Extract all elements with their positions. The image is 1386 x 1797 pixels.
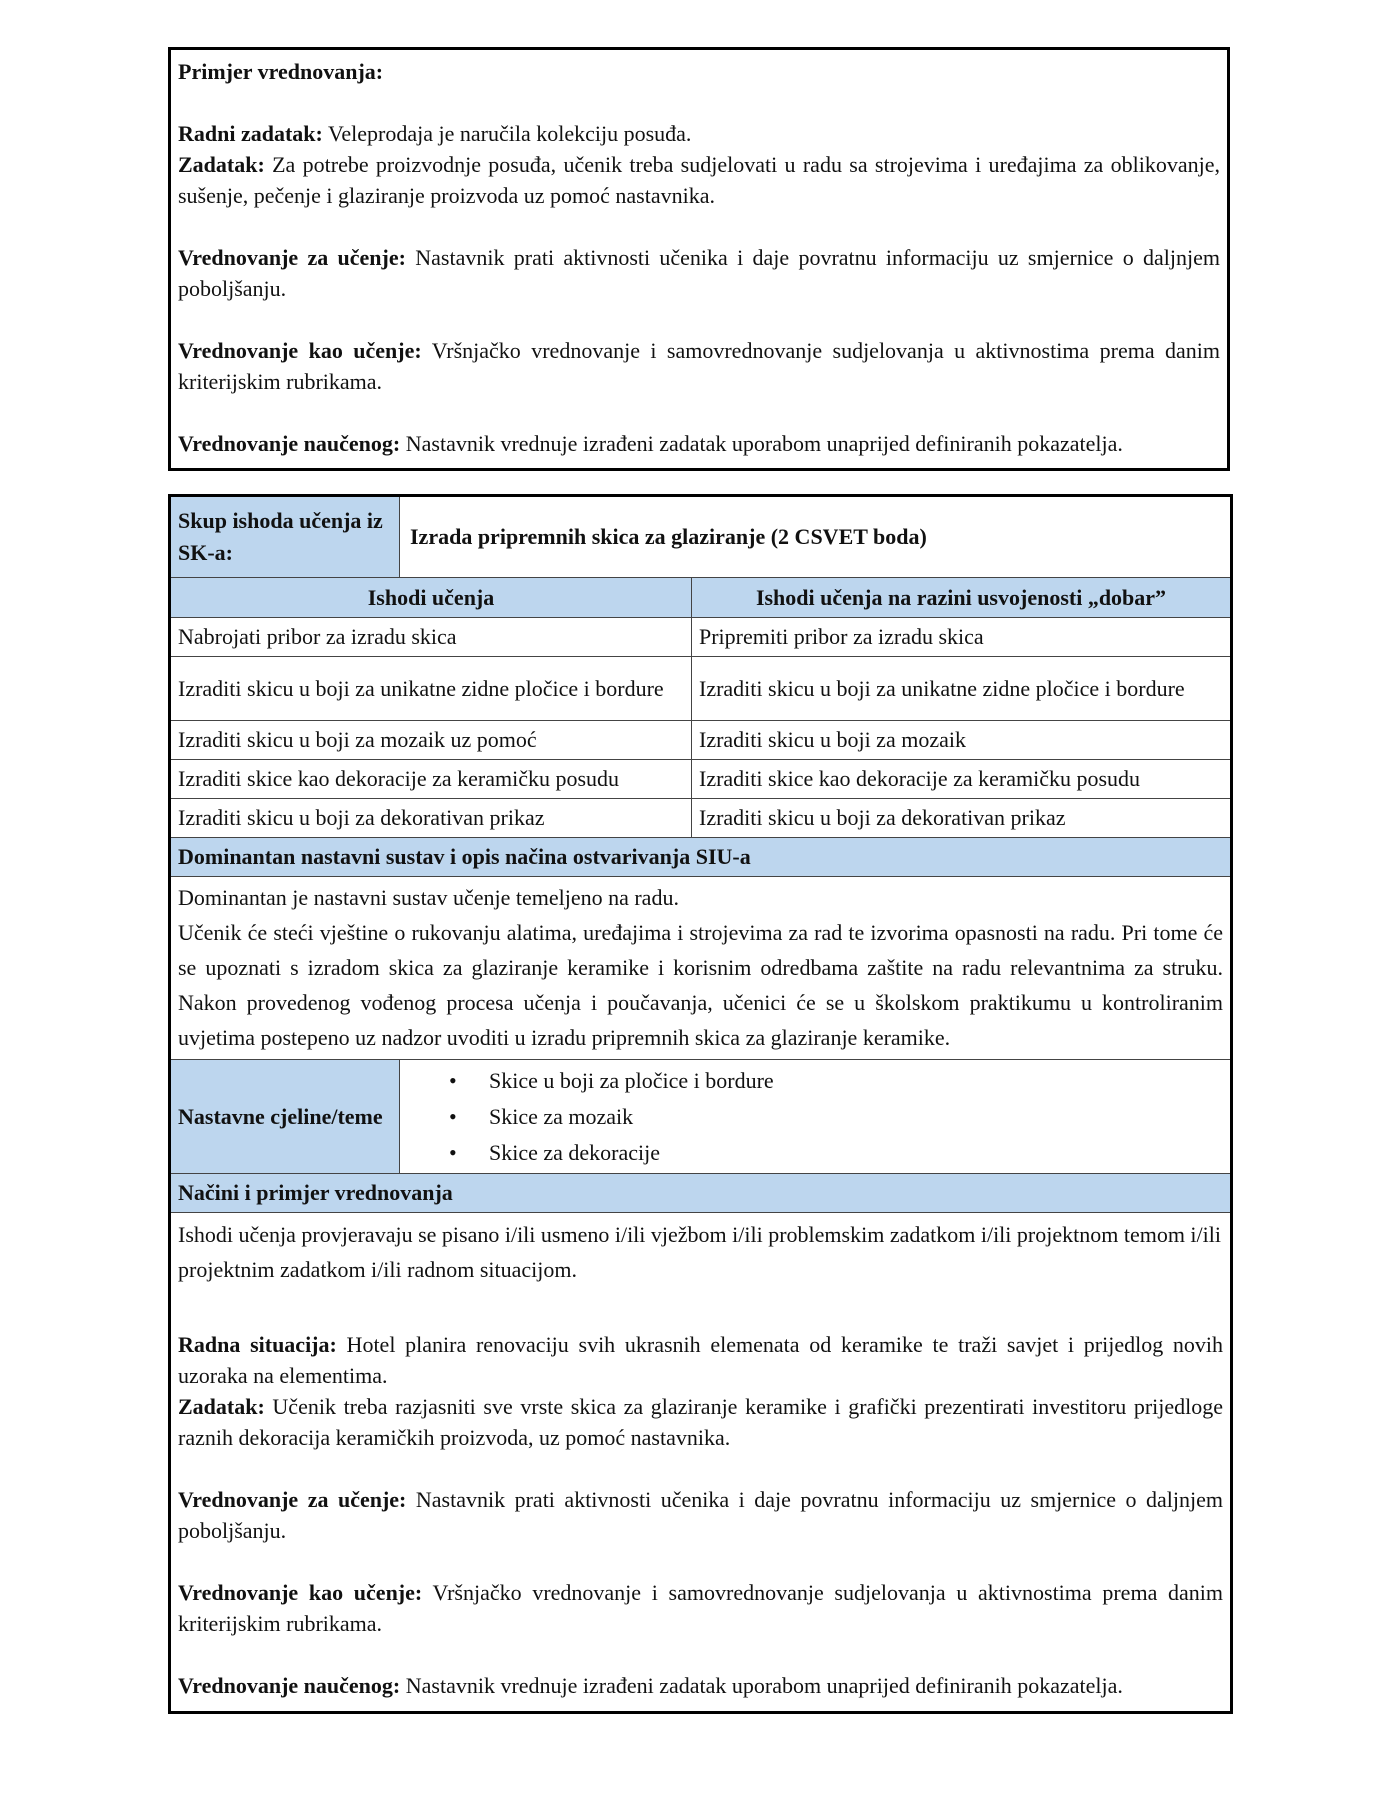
eval-as-text: Vršnjačko vrednovanje i samovrednovanje sudjelovanja u aktivnostima prema danim kriterijskim rubrikama. bbox=[178, 1580, 1224, 1636]
evaluation-intro: Ishodi učenja provjeravaju se pisano i/ili usmeno i/ili vježbom i/ili problemskim zadatkom i/ili projektnom temom i/ili projektnim zadatkom i/ili radnom situacijom. bbox=[178, 1222, 1221, 1282]
good-level-cell: Pripremiti pribor za izradu skica bbox=[692, 618, 1232, 657]
eval-of-text: Nastavnik vrednuje izrađeni zadatak uporabom unaprijed definiranih pokazatelja. bbox=[400, 1673, 1123, 1698]
evaluation-example-box bbox=[168, 47, 1230, 471]
teaching-system-row bbox=[170, 877, 1232, 1060]
teaching-system-heading-row bbox=[170, 838, 1232, 877]
good-level-cell: Izraditi skicu u boji za mozaik bbox=[692, 721, 1232, 760]
outcome-cell: Izraditi skicu u boji za unikatne zidne pločice i bordure bbox=[170, 657, 692, 721]
task-label: Zadatak: bbox=[178, 152, 265, 177]
topics-label: Nastavne cjeline/teme bbox=[170, 1060, 400, 1174]
eval-of-label: Vrednovanje naučenog: bbox=[178, 431, 401, 456]
eval-as-text: Vršnjačko vrednovanje i samovrednovanje sudjelovanja u aktivnostima prema danim kriterijskim rubrikama. bbox=[178, 338, 1220, 394]
example-title: Primjer vrednovanja: bbox=[178, 59, 384, 84]
work-situation-paragraph bbox=[178, 1329, 1223, 1391]
eval-as-label: Vrednovanje kao učenje: bbox=[178, 1580, 423, 1605]
column-header-row bbox=[170, 578, 1232, 618]
outcome-cell: Izraditi skicu u boji za dekorativan prikaz bbox=[170, 799, 692, 838]
teaching-system-heading: Dominantan nastavni sustav i opis načina ostvarivanja SIU-a bbox=[170, 838, 1232, 877]
topics-cell bbox=[400, 1060, 1232, 1174]
evaluation-cell bbox=[170, 1213, 1232, 1713]
topics-row bbox=[170, 1060, 1232, 1174]
evaluation-heading: Načini i primjer vrednovanja bbox=[170, 1174, 1232, 1213]
eval-for-text: Nastavnik prati aktivnosti učenika i daje povratnu informaciju uz smjernice o daljnjem poboljšanju. bbox=[178, 245, 1220, 301]
col-header-outcomes: Ishodi učenja bbox=[170, 578, 692, 618]
task-text: Učenik treba razjasniti sve vrste skica za glaziranje keramike i grafički prezentirati investitoru prijedloge raznih dekoracija keramičkih proizvoda, uz pomoć nastavnika. bbox=[178, 1394, 1224, 1450]
eval-as-label: Vrednovanje kao učenje: bbox=[178, 338, 422, 363]
outcome-set-title: Izrada pripremnih skica za glaziranje (2 CSVET boda) bbox=[400, 496, 1232, 578]
work-task-paragraph bbox=[178, 118, 1220, 149]
topic-item: • Skice za mozaik bbox=[449, 1099, 1223, 1135]
eval-for-learning-paragraph bbox=[178, 242, 1220, 304]
topic-item: • Skice za dekoracije bbox=[449, 1135, 1223, 1171]
eval-for-label: Vrednovanje za učenje: bbox=[178, 1487, 407, 1512]
good-level-cell: Izraditi skicu u boji za dekorativan prikaz bbox=[692, 799, 1232, 838]
outcome-set-label: Skup ishoda učenja iz SK-a: bbox=[170, 496, 400, 578]
work-situation-text: Hotel planira renovaciju svih ukrasnih elemenata od keramike te traži savjet i prijedlog novih uzoraka na elementima. bbox=[178, 1332, 1224, 1388]
eval-of-learning-paragraph bbox=[178, 428, 1220, 459]
eval-as-learning-paragraph bbox=[178, 335, 1220, 397]
task-paragraph bbox=[178, 149, 1220, 211]
eval-of-text: Nastavnik vrednuje izrađeni zadatak uporabom unaprijed definiranih pokazatelja. bbox=[400, 431, 1123, 456]
table-row bbox=[170, 618, 1232, 657]
work-task-text: Veleprodaja je naručila kolekciju posuđa. bbox=[322, 121, 692, 146]
eval-of-label: Vrednovanje naučenog: bbox=[178, 1673, 401, 1698]
good-level-cell: Izraditi skice kao dekoracije za keramičku posudu bbox=[692, 760, 1232, 799]
teaching-system-line1: Dominantan je nastavni sustav učenje temeljeno na radu. bbox=[178, 885, 679, 910]
learning-outcomes-table bbox=[168, 494, 1233, 1714]
table-row bbox=[170, 799, 1232, 838]
topic-item: • Skice u boji za pločice i bordure bbox=[449, 1063, 1223, 1099]
eval-for-label: Vrednovanje za učenje: bbox=[178, 245, 406, 270]
task-label: Zadatak: bbox=[178, 1394, 265, 1419]
evaluation-heading-row bbox=[170, 1174, 1232, 1213]
task-paragraph bbox=[178, 1391, 1223, 1453]
teaching-system-cell bbox=[170, 877, 1232, 1060]
outcome-cell: Nabrojati pribor za izradu skica bbox=[170, 618, 692, 657]
outcome-set-row bbox=[170, 496, 1232, 578]
outcome-cell: Izraditi skice kao dekoracije za keramičku posudu bbox=[170, 760, 692, 799]
eval-for-text: Nastavnik prati aktivnosti učenika i daje povratnu informaciju uz smjernice o daljnjem poboljšanju. bbox=[178, 1487, 1224, 1543]
eval-of-learning-paragraph bbox=[178, 1670, 1223, 1701]
table-row bbox=[170, 657, 1232, 721]
task-text: Za potrebe proizvodnje posuđa, učenik treba sudjelovati u radu sa strojevima i uređajima za oblikovanje, sušenje, pečenje i glaziranje proizvoda uz pomoć nastavnika. bbox=[178, 152, 1220, 208]
work-task-label: Radni zadatak: bbox=[178, 121, 323, 146]
evaluation-row bbox=[170, 1213, 1232, 1713]
good-level-cell: Izraditi skicu u boji za unikatne zidne pločice i bordure bbox=[692, 657, 1232, 721]
table-row bbox=[170, 760, 1232, 799]
eval-for-learning-paragraph bbox=[178, 1484, 1223, 1546]
teaching-system-text: Učenik će steći vještine o rukovanju alatima, uređajima i strojevima za rad te izvorima opasnosti na radu. Pri tome će se upoznati s izradom skica za glaziranje keramike i korisnim odredbama zaštite na radu relevantnima za struku. Nakon provedenog vođenog procesa učenja i poučavanja, učenici će se u školskom praktikumu u kontroliranim uvjetima postepeno uz nadzor uvoditi u izradu pripremnih skica za glaziranje keramike. bbox=[178, 920, 1224, 1050]
work-situation-label: Radna situacija: bbox=[178, 1332, 337, 1357]
topics-list bbox=[407, 1063, 1223, 1171]
eval-as-learning-paragraph bbox=[178, 1577, 1223, 1639]
table-row bbox=[170, 721, 1232, 760]
outcome-cell: Izraditi skicu u boji za mozaik uz pomoć bbox=[170, 721, 692, 760]
col-header-good-level: Ishodi učenja na razini usvojenosti „dobar” bbox=[692, 578, 1232, 618]
